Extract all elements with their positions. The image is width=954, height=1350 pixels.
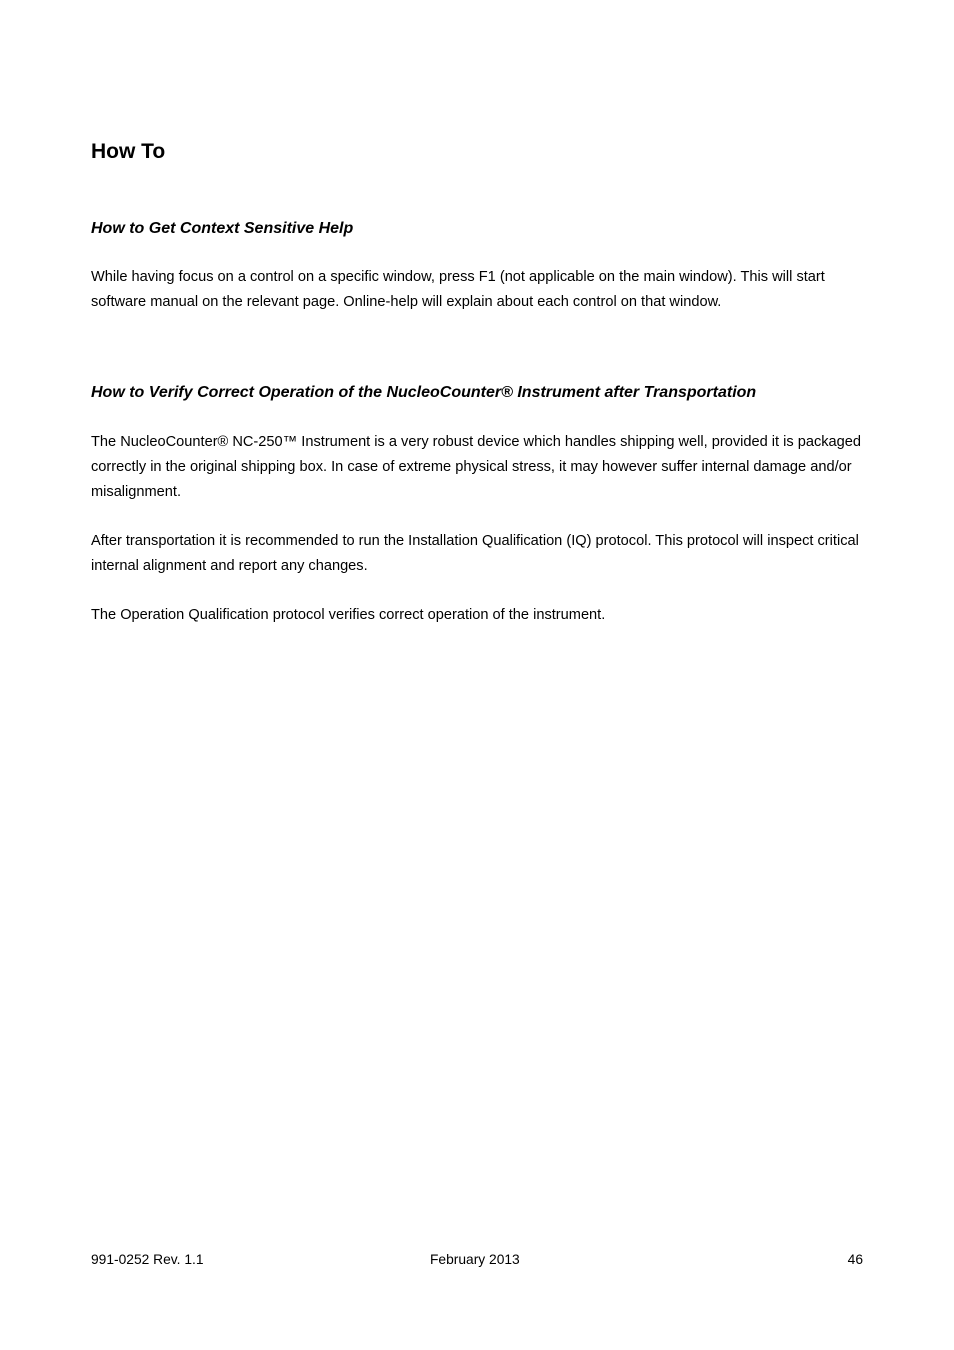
paragraph-robust-device: The NucleoCounter® NC-250™ Instrument is a very robust device which handles shipping well, provided it is packaged correctly in the original shipping box. In case of extreme physical stress, it may however suffer internal damage and/or misalignment. <box>91 434 862 500</box>
paragraph-iq-protocol: After transportation it is recommended to run the Installation Qualification (IQ) protocol. This protocol will inspect critical internal alignment and report any changes. <box>91 533 859 574</box>
page-footer <box>91 1250 866 1270</box>
paragraph-oq-protocol: The Operation Qualification protocol verifies correct operation of the instrument. <box>91 607 606 623</box>
page-title: How To <box>91 140 166 163</box>
footer-page-number: 46 <box>847 1252 863 1267</box>
footer-doc-number: 991-0252 Rev. 1.1 <box>91 1252 204 1267</box>
paragraph-context-help: While having focus on a control on a specific window, press F1 (not applicable on the main window). This will start software manual on the relevant page. Online-help will explain about each control on that window. <box>91 269 825 310</box>
section-heading-verify-operation: How to Verify Correct Operation of the NucleoCounter® Instrument after Transportation <box>91 384 757 401</box>
section-heading-context-help: How to Get Context Sensitive Help <box>91 220 354 237</box>
footer-date: February 2013 <box>430 1252 520 1267</box>
